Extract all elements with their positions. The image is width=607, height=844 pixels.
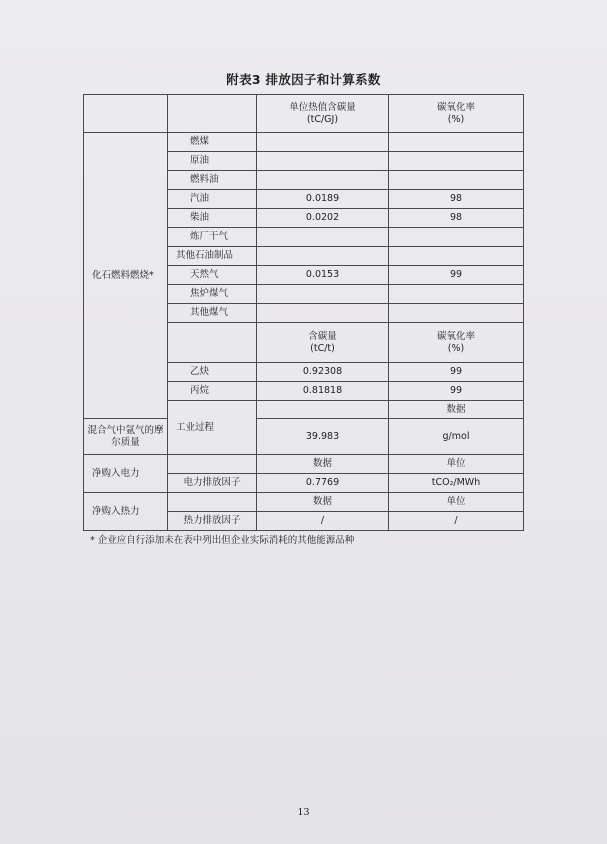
item-argon-molar-mass: 混合气中氩气的摩尔质量: [84, 419, 168, 455]
empty-cell: [257, 401, 389, 419]
fuel-name: 天然气: [168, 266, 257, 285]
oxidation-value: 99: [389, 382, 524, 401]
fuel-name: 柴油: [168, 209, 257, 228]
oxidation-value: [389, 285, 524, 304]
oxidation-value: 99: [389, 363, 524, 382]
fuel-name: 原油: [168, 152, 257, 171]
oxidation-value: 99: [389, 266, 524, 285]
empty-cell: [168, 493, 257, 512]
footnote: * 企业应自行添加未在表中列出但企业实际消耗的其他能源品种: [90, 535, 355, 546]
table-row: [84, 133, 524, 152]
subheader-oxidation-rate: 碳氧化率 (%): [389, 323, 524, 363]
fuel-name: 燃煤: [168, 133, 257, 152]
data-label: 数据: [257, 493, 389, 512]
category-industrial-process: 工业过程: [168, 401, 257, 455]
emission-factor-table: [83, 94, 524, 531]
electricity-unit: tCO₂/MWh: [389, 474, 524, 493]
carbon-value: [257, 228, 389, 247]
data-label: 数据: [257, 455, 389, 474]
heat-unit: /: [389, 512, 524, 531]
category-fossil-fuel: 化石燃料燃烧*: [84, 133, 168, 419]
carbon-value: 0.92308: [257, 363, 389, 382]
fuel-name: 其他石油制品: [168, 247, 257, 266]
oxidation-value: [389, 152, 524, 171]
subheader-empty-cell: [168, 323, 257, 363]
category-net-heat: 净购入热力: [84, 493, 168, 531]
item-heat-factor: 热力排放因子: [168, 512, 257, 531]
header-oxidation-rate: 碳氧化率 (%): [389, 95, 524, 133]
oxidation-value: [389, 171, 524, 190]
oxidation-value: [389, 228, 524, 247]
fuel-name: 燃料油: [168, 171, 257, 190]
header-carbon-content: 单位热值含碳量 (tC/GJ): [257, 95, 389, 133]
fuel-name: 乙炔: [168, 363, 257, 382]
table-row: [84, 493, 524, 512]
header-empty-cell: [168, 95, 257, 133]
fuel-name: 焦炉煤气: [168, 285, 257, 304]
oxidation-value: 98: [389, 209, 524, 228]
heat-value: /: [257, 512, 389, 531]
carbon-value: [257, 152, 389, 171]
oxidation-value: 98: [389, 190, 524, 209]
carbon-value: [257, 171, 389, 190]
category-net-electricity: 净购入电力: [84, 455, 168, 493]
fuel-name: 丙烷: [168, 382, 257, 401]
fuel-name: 汽油: [168, 190, 257, 209]
carbon-value: [257, 247, 389, 266]
empty-cell: [168, 455, 257, 474]
table-row: [84, 455, 524, 474]
table-header-row: [84, 95, 524, 133]
industrial-value: 39.983: [257, 419, 389, 455]
oxidation-value: [389, 133, 524, 152]
carbon-value: 0.0202: [257, 209, 389, 228]
carbon-value: [257, 133, 389, 152]
subheader-carbon-content: 含碳量 (tC/t): [257, 323, 389, 363]
item-electricity-factor: 电力排放因子: [168, 474, 257, 493]
data-label: 数据: [389, 401, 524, 419]
carbon-value: 0.0153: [257, 266, 389, 285]
carbon-value: [257, 304, 389, 323]
unit-label: 单位: [389, 455, 524, 474]
fuel-name: 炼厂干气: [168, 228, 257, 247]
fuel-name: 其他煤气: [168, 304, 257, 323]
carbon-value: [257, 285, 389, 304]
page-number: 13: [297, 807, 310, 818]
table-title: 附表3 排放因子和计算系数: [226, 72, 381, 87]
electricity-value: 0.7769: [257, 474, 389, 493]
oxidation-value: [389, 247, 524, 266]
table-row: [84, 419, 524, 455]
carbon-value: 0.81818: [257, 382, 389, 401]
carbon-value: 0.0189: [257, 190, 389, 209]
industrial-unit: g/mol: [389, 419, 524, 455]
unit-label: 单位: [389, 493, 524, 512]
oxidation-value: [389, 304, 524, 323]
header-empty-cell: [84, 95, 168, 133]
